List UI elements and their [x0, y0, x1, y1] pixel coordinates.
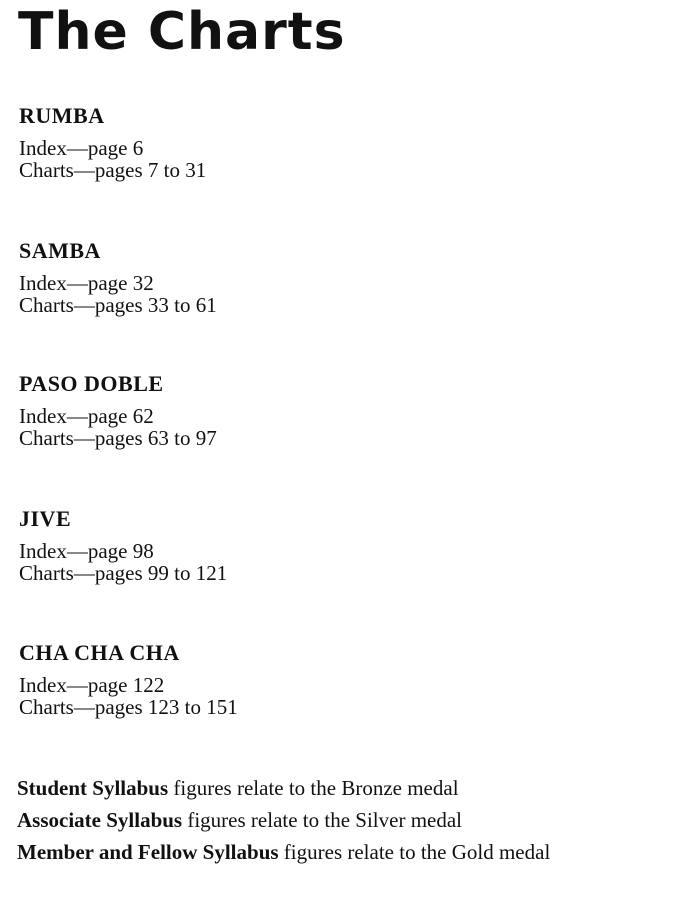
page-title: The Charts — [18, 2, 346, 62]
charts-pages-line: Charts—pages 33 to 61 — [19, 293, 217, 317]
syllabus-description: figures relate to the Gold medal — [278, 840, 551, 864]
index-page-line: Index—page 32 — [19, 271, 154, 295]
index-page-line: Index—page 62 — [19, 404, 154, 428]
syllabus-name: Member and Fellow Syllabus — [17, 840, 279, 864]
section-cha-cha-cha — [19, 640, 238, 718]
index-page-line: Index—page 6 — [19, 136, 144, 160]
charts-pages-line: Charts—pages 99 to 121 — [19, 561, 228, 585]
section-heading: RUMBA — [19, 103, 105, 128]
section-heading: JIVE — [19, 506, 72, 531]
syllabus-note-bronze — [17, 772, 550, 804]
syllabus-note-gold — [17, 836, 550, 868]
section-paso-doble — [19, 371, 217, 449]
section-jive — [19, 506, 227, 584]
syllabus-description: figures relate to the Silver medal — [182, 808, 463, 832]
syllabus-description: figures relate to the Bronze medal — [168, 776, 459, 800]
index-page-line: Index—page 122 — [19, 673, 165, 697]
section-heading: PASO DOBLE — [19, 371, 164, 396]
syllabus-note-silver — [17, 804, 550, 836]
charts-pages-line: Charts—pages 123 to 151 — [19, 695, 238, 719]
charts-pages-line: Charts—pages 7 to 31 — [19, 158, 207, 182]
section-rumba — [19, 103, 206, 181]
section-heading: SAMBA — [19, 238, 101, 263]
index-page-line: Index—page 98 — [19, 539, 154, 563]
charts-pages-line: Charts—pages 63 to 97 — [19, 426, 217, 450]
syllabus-notes — [17, 772, 550, 868]
syllabus-name: Associate Syllabus — [17, 808, 183, 832]
section-heading: CHA CHA CHA — [19, 640, 180, 665]
section-samba — [19, 238, 217, 316]
syllabus-name: Student Syllabus — [17, 776, 169, 800]
